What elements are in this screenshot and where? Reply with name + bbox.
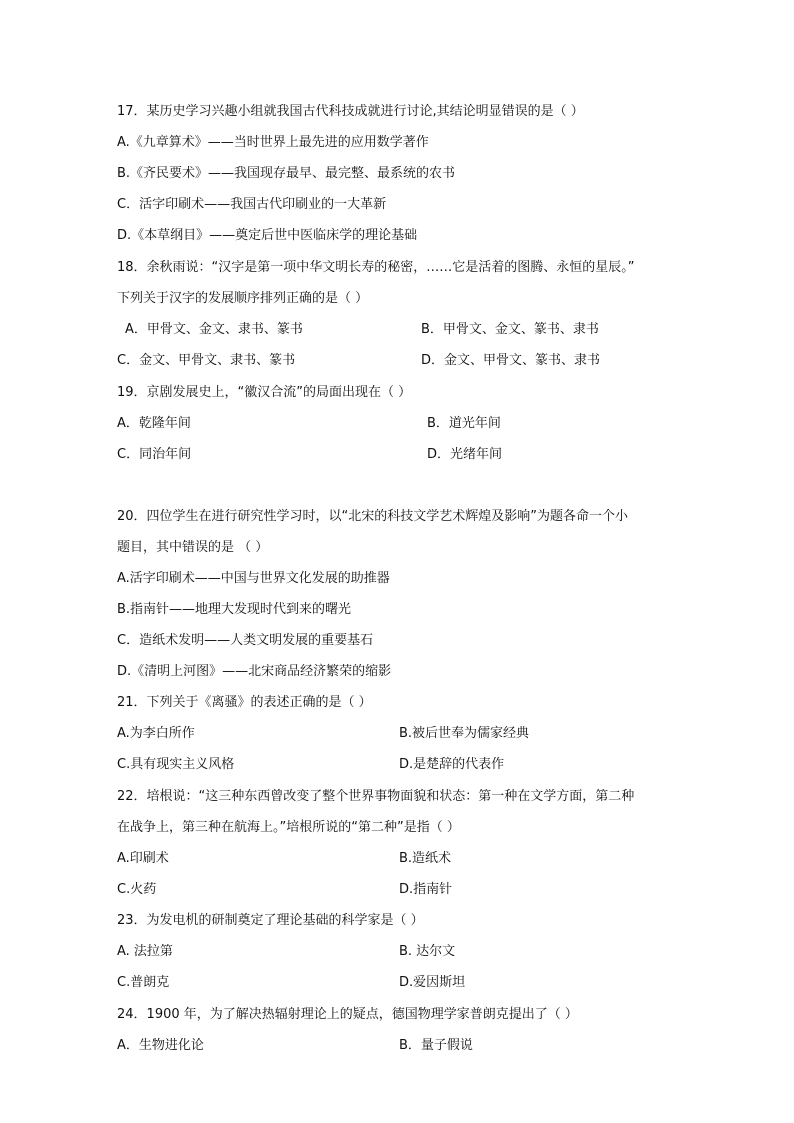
question-18-stem-line-1: 18．余秋雨说：“汉字是第一项中华文明长寿的秘密，……它是活着的图腾、永恒的星辰。” (117, 260, 635, 275)
question-17-option-d: D.《本草纲目》——奠定后世中医临床学的理论基础 (117, 228, 418, 243)
question-21-option-d: D.是楚辞的代表作 (399, 757, 505, 772)
question-22-stem-line-1: 22．培根说：“这三种东西曾改变了整个世界事物面貌和状态：第一种在文学方面，第二种 (117, 789, 635, 804)
question-20-stem-line-2: 题目，其中错误的是 （ ） (117, 540, 269, 555)
question-17-option-b: B.《齐民要术》——我国现存最早、最完整、最系统的农书 (117, 166, 456, 181)
question-21-option-c: C.具有现实主义风格 (117, 757, 235, 772)
question-22-stem-line-2: 在战争上，第三种在航海上。”培根所说的“第二种”是指（ ） (117, 820, 460, 835)
question-20-option-d: D.《清明上河图》——北宋商品经济繁荣的缩影 (117, 664, 392, 679)
question-22-option-d: D.指南针 (399, 882, 453, 897)
question-23-option-d: D.爱因斯坦 (399, 975, 466, 990)
question-23-option-c: C.普朗克 (117, 975, 170, 990)
question-17-option-a: A.《九章算术》——当时世界上最先进的应用数学著作 (117, 135, 429, 150)
question-20-option-c: C．造纸术发明——人类文明发展的重要基石 (117, 633, 374, 648)
question-17-option-c: C．活字印刷术——我国古代印刷业的一大革新 (117, 197, 387, 212)
question-21-stem: 21．下列关于《离骚》的表述正确的是（ ） (117, 695, 372, 710)
question-18-option-a: A．甲骨文、金文、隶书、篆书 (125, 322, 303, 337)
question-23-option-b: B. 达尔文 (399, 944, 456, 959)
question-21-option-b: B.被后世奉为儒家经典 (399, 726, 530, 741)
question-20-option-a: A.活字印刷术——中国与世界文化发展的助推器 (117, 571, 390, 586)
question-20-stem-line-1: 20．四位学生在进行研究性学习时，以“北宋的科技文学艺术辉煌及影响”为题各命一个小 (117, 509, 629, 524)
question-19-stem: 19．京剧发展史上，“徽汉合流”的局面出现在（ ） (117, 385, 412, 400)
question-18-option-b: B．甲骨文、金文、篆书、隶书 (421, 322, 599, 337)
question-19-option-c: C．同治年间 (117, 447, 192, 462)
question-19-option-d: D．光绪年间 (427, 447, 503, 462)
question-17-stem: 17．某历史学习兴趣小组就我国古代科技成就进行讨论,其结论明显错误的是（ ） (117, 104, 584, 119)
question-23-option-a: A. 法拉第 (117, 944, 173, 959)
question-20-option-b: B.指南针——地理大发现时代到来的曙光 (117, 602, 352, 617)
question-22-option-c: C.火药 (117, 882, 157, 897)
question-18-option-d: D．金文、甲骨文、篆书、隶书 (421, 353, 601, 368)
question-24-option-b: B．量子假说 (399, 1038, 473, 1053)
question-24-stem: 24．1900 年，为了解决热辐射理论上的疑点，德国物理学家普朗克提出了（ ） (117, 1007, 578, 1022)
question-24-option-a: A．生物进化论 (117, 1038, 204, 1053)
question-18-option-c: C．金文、甲骨文、隶书、篆书 (117, 353, 296, 368)
question-21-option-a: A.为李白所作 (117, 726, 195, 741)
question-18-stem-line-2: 下列关于汉字的发展顺序排列正确的是（ ） (117, 291, 369, 306)
question-23-stem: 23．为发电机的研制奠定了理论基础的科学家是（ ） (117, 913, 424, 928)
question-22-option-a: A.印刷术 (117, 851, 169, 866)
question-19-option-a: A．乾隆年间 (117, 416, 191, 431)
question-22-option-b: B.造纸术 (399, 851, 452, 866)
question-19-option-b: B．道光年间 (427, 416, 501, 431)
